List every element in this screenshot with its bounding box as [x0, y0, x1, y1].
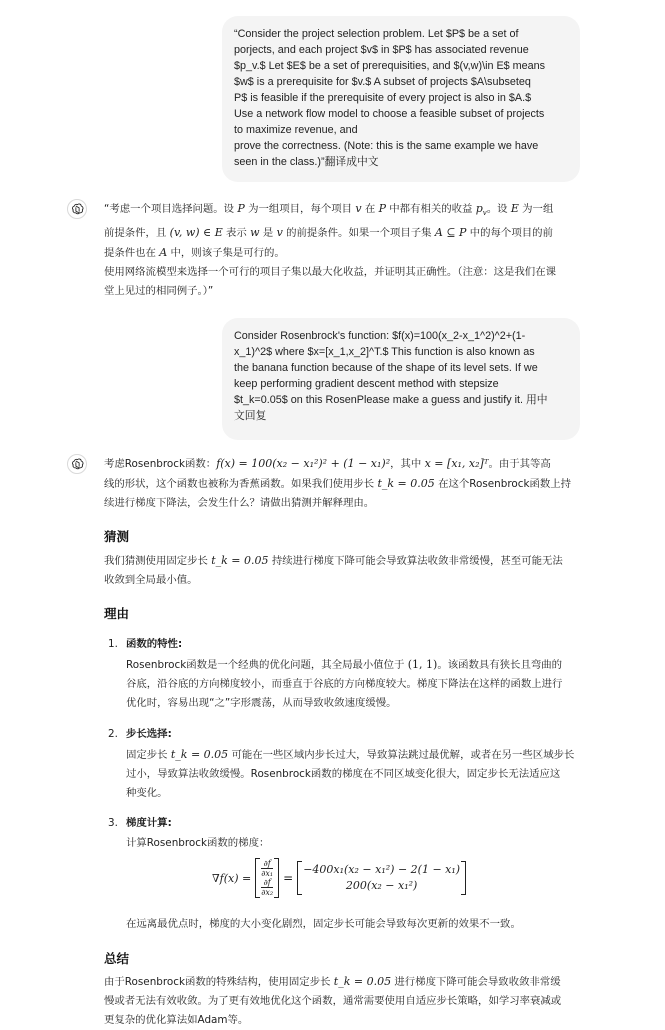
reply1-line4: 使用网络流模型来选择一个可行的项目子集以最大化收益，并证明其正确性。（注意：这是我们在课 [104, 266, 556, 279]
assistant-message-1 [104, 199, 580, 301]
openai-logo-icon [67, 199, 87, 219]
summary-heading: 总结 [104, 951, 130, 966]
guess-heading: 猜测 [104, 529, 130, 544]
assistant-message-2-intro: 考虑Rosenbrock函数：f(x) = 100(x₂ − x₁²)² + (1 − x₁)²，其中 x = [x₁, x₂]ᵀ。由于其等高 线的形状，这个函数也被称为香蕉函数。如果我们使用步长 t_k = 0.05 在这个Rosenbrock函数上持 续进行梯度下降法，会发生什么？请做出猜测并解释理由。 [104, 457, 572, 509]
reply1-line3: 提条件也在 A 中，则该子集是可行的。 [104, 246, 285, 260]
reason-heading: 理由 [104, 606, 130, 621]
gradient-formula: ∇f(x) = $\frac{\partial f}{\text{∂x₁}}$ $\frac{\partial f}{\text{∂x₂}}$ = −400x₁(x₂ − x₁²) − 2(1 − x₁) 200(x₂ − x₁²) [212, 858, 470, 898]
reply1-line1: “考虑一个项目选择问题。设 P 为一组项目，每个项目 v 在 P 中都有相关的收益 $p_v$。设 E 为一组 [104, 202, 554, 218]
user-message-2: Consider Rosenbrock's function: $f(x)=100(x_2-x_1^2)^2+(1- x_1)^2$ where $x=[x_1,x_2]^T.$ This function is also known as the banana function because of the shape of its level sets. If we keep performing gradient descent method with stepsize $t_k=0.05$ on this RosenPlease make a guess and justify it. 用中 文回复 [222, 318, 580, 440]
user-message-1: “Consider the project selection problem. Let $P$ be a set of porjects, and each project $v$ in $P$ has associated revenue $p_v.$ Let $E$ be a set of prerequisities, and $(v,w)\in E$ means $w$ is a prerequisite for $v.$ A subset of projects $A\subseteq P$ is feasible if the prerequisite of every project is also in $A.$ Use a network flow model to choose a feasible subset of projects to maximize revenue, and prove the correctness. (Note: this is the same example we have seen in the class.)”翻译成中文 [222, 16, 580, 182]
reply1-line2: 前提条件，且 (v, w) ∈ E 表示 w 是 v 的前提条件。如果一个项目子集 A ⊆ P 中的每个项目的前 [104, 226, 553, 240]
gradient-note: 在远离最优点时，梯度的大小变化剧烈，固定步长可能会导致每次更新的效果不一致。 [126, 918, 521, 930]
summary-paragraph: 由于Rosenbrock函数的特殊结构，使用固定步长 t_k = 0.05 进行梯度下降可能会导致收敛非常缓 慢或者无法有效收敛。为了更有效地优化这个函数，通常需要使用自适应步长策略，如学习率衰减或 更复杂的优化算法如Adam等。 [104, 975, 562, 1026]
openai-logo-icon [67, 454, 87, 474]
guess-paragraph: 我们猜测使用固定步长 t_k = 0.05 持续进行梯度下降可能会导致算法收敛非常缓慢，甚至可能无法 收敛到全局最小值。 [104, 554, 563, 586]
reply1-line5: 堂上见过的相同例子。）” [104, 285, 214, 298]
